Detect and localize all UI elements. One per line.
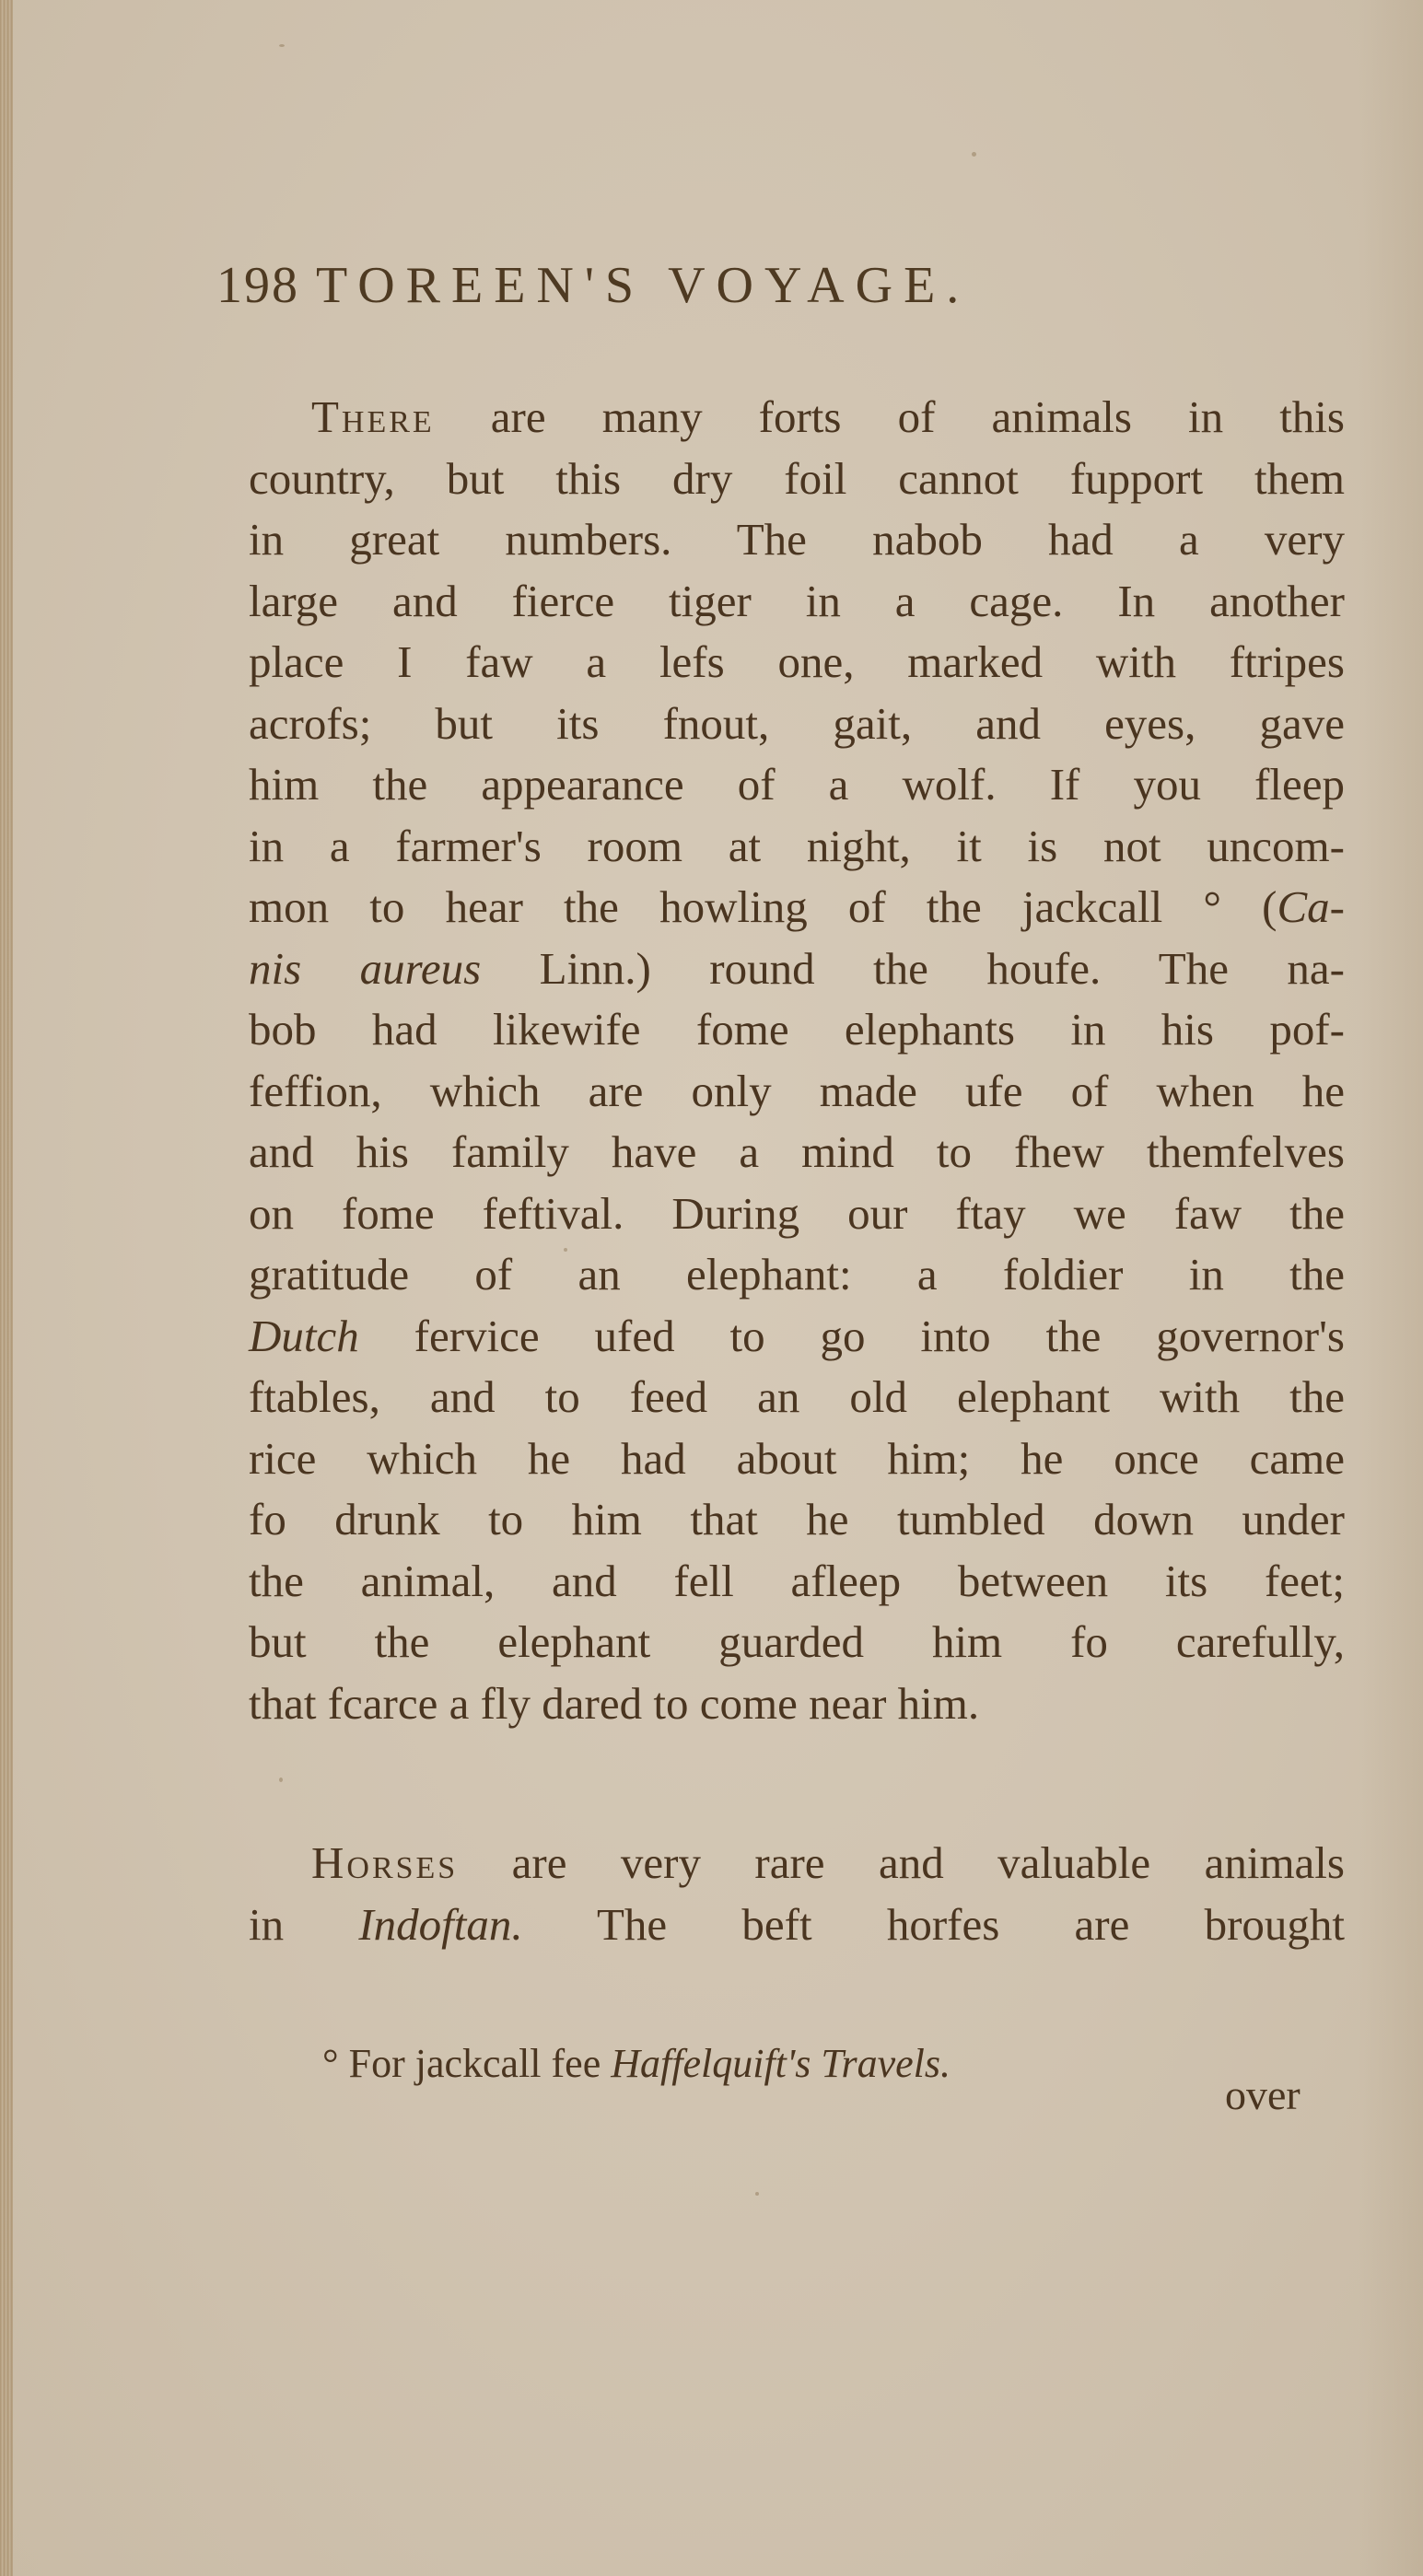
text-run: rice which he had about him; he once came (249, 1432, 1345, 1484)
page-edge-left (0, 0, 13, 2576)
footnote-marker: ° (322, 2041, 339, 2086)
text-run: feffion, which are only made ufe of when he (249, 1065, 1345, 1116)
text-run: are many forts of animals in this (434, 391, 1345, 442)
running-title: TOREEN'S VOYAGE. (316, 257, 971, 314)
text-line (249, 754, 1345, 816)
paper-speck (755, 2192, 759, 2196)
text-line (249, 1673, 1345, 1735)
paper-speck (279, 44, 285, 47)
text-line (249, 1612, 1345, 1673)
paper-speck (279, 1778, 283, 1782)
text-run: large and fierce tiger in a cage. In another (249, 575, 1345, 626)
text-line (249, 938, 1345, 1000)
italic-text: nis aureus (249, 942, 482, 994)
text-run: ftables, and to feed an old elephant with the (249, 1371, 1345, 1422)
italic-text: Haffelquift's Travels. (611, 2041, 951, 2086)
text-line (249, 877, 1345, 938)
text-line (249, 816, 1345, 878)
small-caps-text: There (311, 391, 435, 442)
text-line (249, 1061, 1345, 1123)
text-line (249, 1244, 1345, 1306)
text-run: him the appearance of a wolf. If you fleep (249, 759, 1345, 810)
text-run: that fcarce a fly dared to come near him. (249, 1677, 980, 1729)
text-run: but the elephant guarded him fo carefully, (249, 1616, 1345, 1667)
text-line (249, 1183, 1345, 1245)
text-run: are very rare and valuable animals (458, 1837, 1345, 1888)
catchword: over (1225, 2071, 1301, 2118)
text-run: acrofs; but its fnout, gait, and eyes, gave (249, 697, 1345, 749)
text-line (249, 571, 1345, 633)
text-run: the animal, and fell afleep between its feet; (249, 1555, 1345, 1606)
text-run: mon to hear the howling of the jackcall ° ( (249, 881, 1277, 932)
text-line (249, 387, 1345, 449)
text-line (249, 694, 1345, 755)
text-line (249, 1894, 1345, 1956)
text-run: in a farmer's room at night, it is not uncom- (249, 820, 1345, 871)
italic-text: Ca- (1277, 881, 1345, 932)
text-run: The beft horfes are brought (522, 1898, 1345, 1950)
running-head (216, 256, 1230, 315)
text-line (249, 509, 1345, 571)
text-run: For jackcall fee (338, 2041, 612, 2086)
text-line (249, 1367, 1345, 1428)
small-caps-text: Horses (311, 1837, 459, 1888)
text-run: Linn.) round the houfe. The na- (481, 942, 1345, 994)
text-run: country, but this dry foil cannot fupport them (249, 452, 1345, 504)
text-run: place I faw a lefs one, marked with ftripes (249, 636, 1345, 687)
footnote (322, 2040, 951, 2087)
paper-speck (972, 152, 976, 157)
text-run: in (249, 1898, 359, 1950)
text-run: on fome feftival. During our ftay we faw the (249, 1187, 1345, 1239)
text-run: in great numbers. The nabob had a very (249, 514, 1345, 565)
text-line (249, 1428, 1345, 1490)
italic-text: Dutch (249, 1310, 359, 1361)
text-run: fo drunk to him that he tumbled down under (249, 1494, 1345, 1544)
italic-text: Indoftan. (358, 1898, 523, 1950)
footnote-text (339, 2041, 951, 2086)
text-run: bob had likewife fome elephants in his pof- (249, 1004, 1345, 1055)
text-run: fervice ufed to go into the governor's (358, 1310, 1345, 1361)
paragraph-animals (249, 387, 1345, 1734)
text-run: gratitude of an elephant: a foldier in the (249, 1249, 1345, 1300)
text-line (249, 1122, 1345, 1183)
text-line (249, 632, 1345, 694)
text-line (249, 999, 1345, 1061)
text-line (249, 1551, 1345, 1613)
page-number: 198 (216, 257, 299, 314)
text-line (249, 1489, 1345, 1551)
page-edge-right (1359, 0, 1423, 2576)
text-line (249, 449, 1345, 510)
text-run: and his family have a mind to fhew themfelves (249, 1126, 1345, 1177)
text-line (249, 1306, 1345, 1368)
paragraph-horses (249, 1833, 1345, 1955)
text-line (249, 1833, 1345, 1894)
